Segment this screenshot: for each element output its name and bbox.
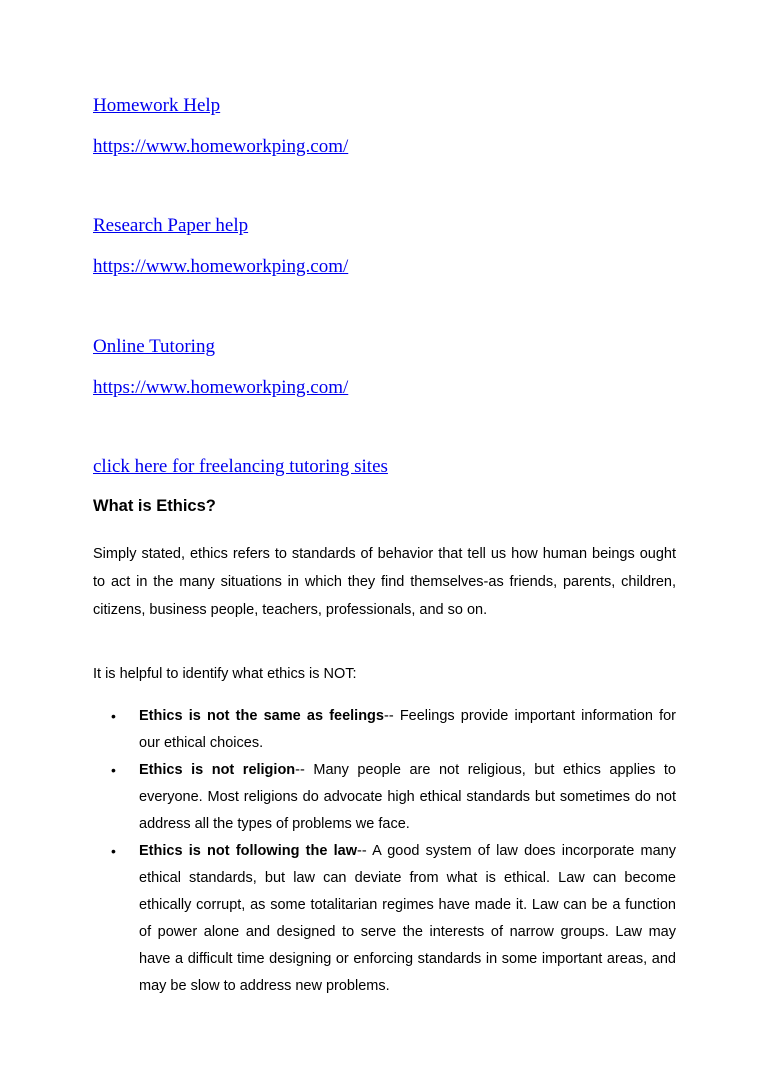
online-tutoring-url-link[interactable]: https://www.homeworkping.com/	[93, 377, 349, 398]
research-paper-help-url-link[interactable]: https://www.homeworkping.com/	[93, 256, 349, 277]
research-paper-help-link[interactable]: Research Paper help	[93, 215, 249, 236]
item-text: -- Feelings provide important information for our ethical choices.	[139, 708, 676, 751]
item-term: Ethics is not following the law	[139, 843, 358, 859]
section-heading: What is Ethics?	[93, 497, 216, 515]
bullet-icon: •	[111, 762, 116, 778]
item-text: -- Many people are not religious, but ethics applies to everyone. Most religions do advocate high ethical standards but sometimes do not address all the types of problems we face.	[139, 762, 676, 832]
freelancing-tutoring-link[interactable]: click here for freelancing tutoring sites	[93, 456, 388, 477]
homework-help-url-link[interactable]: https://www.homeworkping.com/	[93, 136, 349, 157]
lead-paragraph: It is helpful to identify what ethics is NOT:	[93, 666, 357, 682]
ethics-not-list	[93, 703, 676, 1000]
item-term: Ethics is not religion	[139, 762, 296, 778]
list-item	[93, 757, 676, 838]
list-item	[93, 838, 676, 1000]
item-term: Ethics is not the same as feelings	[139, 708, 384, 724]
online-tutoring-link[interactable]: Online Tutoring	[93, 336, 215, 357]
intro-paragraph: Simply stated, ethics refers to standards of behavior that tell us how human beings ought to act in the many situations in which they find themselves-as friends, parents, children, citizens, business people, teachers, professionals, and so on.	[93, 546, 676, 618]
bullet-icon: •	[111, 843, 116, 859]
bullet-icon: •	[111, 708, 116, 724]
homework-help-link[interactable]: Homework Help	[93, 95, 221, 116]
list-item	[93, 703, 676, 757]
item-text: -- A good system of law does incorporate many ethical standards, but law can deviate from what is ethical. Law can become ethically corrupt, as some totalitarian regimes have made it. Law can be a function of power alone and designed to serve the interests of narrow groups. Law may have a difficult time designing or enforcing standards in some important areas, and may be slow to address new problems.	[139, 843, 676, 994]
